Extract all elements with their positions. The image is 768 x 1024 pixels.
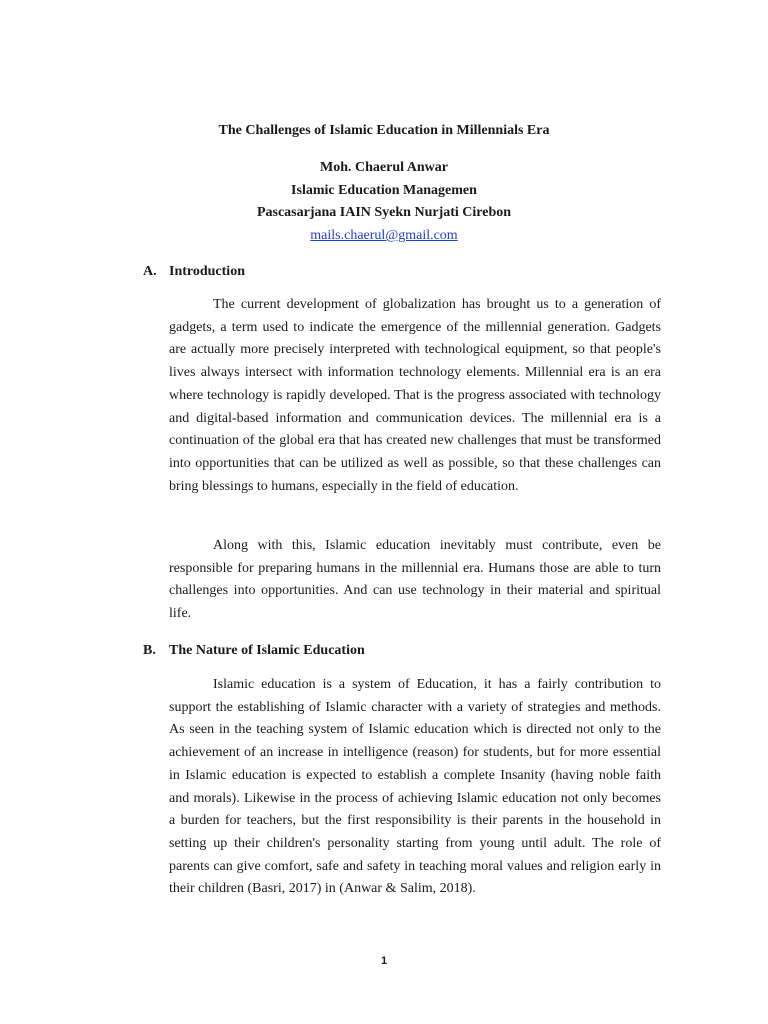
section-heading-introduction (143, 262, 245, 282)
section-letter: B. (143, 643, 156, 658)
page-number: 1 (380, 955, 388, 967)
author-name: Moh. Chaerul Anwar (320, 160, 448, 175)
author-block (0, 157, 768, 248)
author-institution: Pascasarjana IAIN Syekn Nurjati Cirebon (256, 205, 512, 221)
paragraph-nature-1: Islamic education is a system of Education, it has a fairly contribution to support the establishing of Islamic character with a variety of strategies and methods. As seen in the teaching system of Islamic education which is directed not only to the achievement of an increase in intelligence (reason) for students, but for more essential in Islamic education is expected to establish a complete Insanity (having noble faith and morals). Likewise in the process of achieving Islamic education not only becomes a burden for teachers, but the first responsibility is their parents in the household in setting up their children's personality starting from young until adult. The role of parents can give comfort, safe and safety in teaching moral values and religion early in their children (Basri, 2017) in (Anwar & Salim, 2018). (169, 677, 661, 897)
section-heading-nature-of-islamic-education (143, 641, 365, 661)
section-title: The Nature of Islamic Education (169, 643, 365, 658)
section-title: Introduction (169, 264, 245, 279)
paragraph-introduction-1: The current development of globalization has brought us to a generation of gadgets, a term used to indicate the emergence of the millennial generation. Gadgets are actually more precisely interpreted with technological equipment, so that people's lives always intersect with information technology elements. Millennial era is an era where technology is rapidly developed. That is the progress associated with technology and digital-based information and communication devices. The millennial era is a continuation of the global era that has created new challenges that must be transformed into opportunities that can be utilized as well as possible, so that these challenges can bring blessings to humans, especially in the field of education. (169, 297, 661, 494)
author-program: Islamic Education Managemen (291, 182, 477, 198)
paper-title: The Challenges of Islamic Education in Millennials Era (218, 123, 550, 138)
author-email-link[interactable]: mails.chaerul@gmail.com (310, 228, 458, 244)
section-letter: A. (143, 264, 157, 279)
paragraph-introduction-2: Along with this, Islamic education inevitably must contribute, even be responsible for preparing humans in the millennial era. Humans those are able to turn challenges into opportunities. And can use technology in their material and spiritual life. (169, 538, 661, 622)
